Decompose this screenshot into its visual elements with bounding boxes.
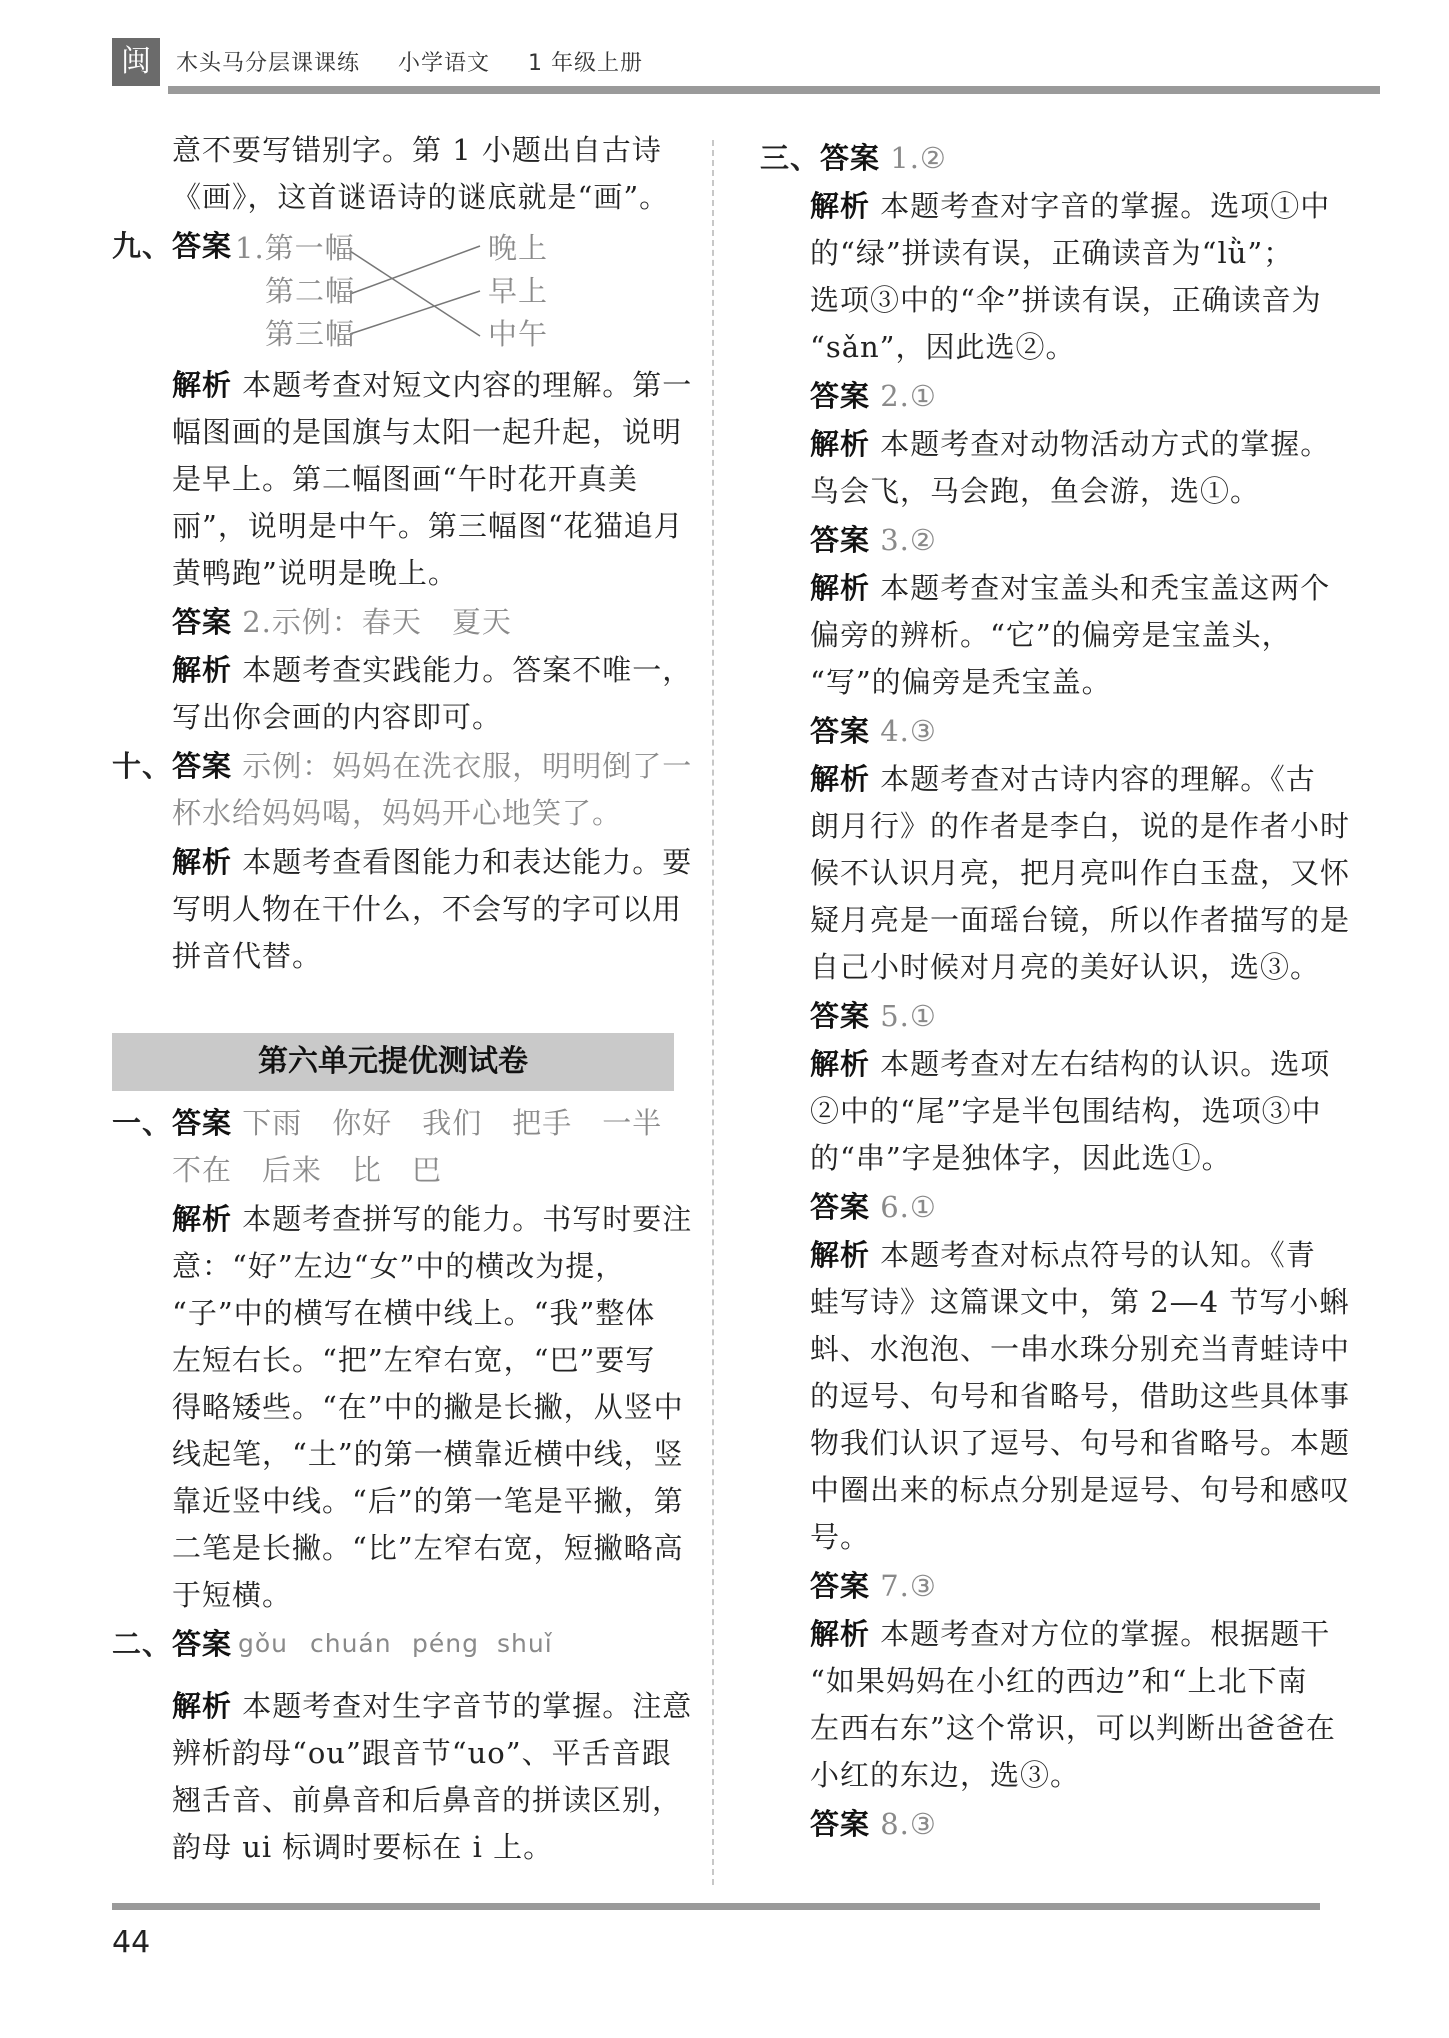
answer-line	[810, 520, 937, 560]
analysis-line: 得略矮些。“在”中的撇是长撇，从竖中	[172, 1390, 684, 1424]
analysis-line: 的“串”字是独体字，因此选①。	[810, 1141, 1232, 1175]
answer-line	[810, 1804, 937, 1844]
question-number: 九、	[112, 229, 173, 263]
answer-tag: 答案	[810, 379, 871, 413]
analysis-line: 辨析韵母“ou”跟音节“uo”、平舌音跟	[172, 1736, 672, 1770]
analysis-tag: 解析	[172, 845, 233, 879]
answer-value: 5.①	[880, 999, 937, 1033]
answer-tag: 答案	[810, 1190, 871, 1224]
match-left-item: 第三幅	[265, 317, 356, 351]
answer-value: 杯水给妈妈喝，妈妈开心地笑了。	[172, 796, 623, 830]
analysis-line: 的“绿”拼读有误，正确读音为“lǜ”；	[810, 236, 1294, 270]
analysis-line: 解析 本题考查对生字音节的掌握。注意	[172, 1689, 693, 1723]
analysis-tag: 解析	[810, 762, 871, 796]
answer-tag: 答案	[172, 605, 233, 639]
analysis-tag: 解析	[810, 1047, 871, 1081]
question-1	[112, 1103, 662, 1143]
analysis-line: 偏旁的辨析。“它”的偏旁是宝盖头，	[810, 618, 1292, 652]
analysis-line: 是早上。第二幅图画“午时花开真美	[172, 462, 638, 496]
book-title: 木头马分层课课练	[176, 51, 361, 76]
analysis-line: 解析 本题考查对短文内容的理解。第一	[172, 368, 693, 402]
analysis-line: 靠近竖中线。“后”的第一笔是平撇，第	[172, 1484, 684, 1518]
analysis-line: 翘舌音、前鼻音和后鼻音的拼读区别，	[172, 1783, 683, 1817]
match-left-item: 1.第一幅	[235, 231, 355, 265]
analysis-line: 解析 本题考查对字音的掌握。选项①中	[810, 189, 1331, 223]
match-left-item: 第二幅	[265, 274, 356, 308]
analysis-line: 号。	[810, 1520, 871, 1554]
analysis-tag: 解析	[172, 368, 233, 402]
analysis-line: 解析 本题考查对宝盖头和秃宝盖这两个	[810, 571, 1331, 605]
analysis-line: 解析 本题考查对标点符号的认知。《青	[810, 1238, 1316, 1272]
analysis-line: “子”中的横写在横中线上。“我”整体	[172, 1296, 656, 1330]
answer-line	[810, 1566, 937, 1606]
analysis-line: 的逗号、句号和省略号，借助这些具体事	[810, 1379, 1351, 1413]
answer-value: 4.③	[880, 714, 937, 748]
analysis-line: 解析 本题考查实践能力。答案不唯一，	[172, 653, 693, 687]
analysis-line: 幅图画的是国旗与太阳一起升起，说明	[172, 415, 683, 449]
analysis-line: 二笔是长撇。“比”左窄右宽，短撇略高	[172, 1531, 684, 1565]
subject-label: 小学语文	[398, 51, 491, 76]
analysis-line: 韵母 ui 标调时要标在 i 上。	[172, 1830, 554, 1864]
analysis-line: 自己小时候对月亮的美好认识，选③。	[810, 950, 1321, 984]
analysis-tag: 解析	[810, 1617, 871, 1651]
analysis-line: 意：“好”左边“女”中的横改为提，	[172, 1249, 626, 1283]
question-number: 十、	[112, 749, 173, 783]
analysis-tag: 解析	[810, 571, 871, 605]
analysis-line: 候不认识月亮，把月亮叫作白玉盘，又怀	[810, 856, 1351, 890]
analysis-tag: 解析	[810, 189, 871, 223]
answer-line	[810, 376, 937, 416]
answer-value: 示例：妈妈在洗衣服，明明倒了一	[242, 749, 693, 783]
analysis-line: 丽”，说明是中午。第三幅图“花猫追月	[172, 509, 684, 543]
analysis-line: 小红的东边，选③。	[810, 1758, 1081, 1792]
analysis-line: “如果妈妈在小红的西边”和“上北下南	[810, 1664, 1308, 1698]
analysis-line: 中圈出来的标点分别是逗号、句号和感叹	[810, 1473, 1351, 1507]
continued-text: 《画》，这首谜语诗的谜底就是“画”。	[172, 180, 670, 214]
answer-line	[810, 996, 937, 1036]
match-right-item: 早上	[488, 274, 549, 308]
pinyin-answer: shuǐ	[497, 1629, 553, 1658]
analysis-line: 解析 本题考查对方位的掌握。根据题干	[810, 1617, 1331, 1651]
analysis-line: 黄鸭跑”说明是晚上。	[172, 556, 458, 590]
analysis-line: 于短横。	[172, 1578, 293, 1612]
publisher-logo: 闽	[112, 38, 160, 86]
analysis-line: 物我们认识了逗号、句号和省略号。本题	[810, 1426, 1351, 1460]
question-3	[760, 138, 947, 178]
answer-value: 7.③	[880, 1569, 937, 1603]
analysis-line: 左短右长。“把”左窄右宽，“巴”要写	[172, 1343, 656, 1377]
analysis-line: 写出你会画的内容即可。	[172, 700, 503, 734]
analysis-tag: 解析	[810, 1238, 871, 1272]
answer-value: 下雨 你好 我们 把手 一半	[242, 1106, 663, 1140]
page-header	[112, 38, 1320, 90]
answer-tag: 答案	[172, 1106, 233, 1140]
analysis-line: 选项③中的“伞”拼读有误，正确读音为	[810, 283, 1322, 317]
header-rule	[168, 86, 1380, 94]
answer-line	[810, 711, 937, 751]
answer-value: 6.①	[880, 1190, 937, 1224]
page-number: 44	[112, 1925, 151, 1960]
answer-line	[172, 602, 512, 642]
analysis-line: 朗月行》的作者是李白，说的是作者小时	[810, 809, 1351, 843]
section-title: 第六单元提优测试卷	[112, 1033, 674, 1091]
answer-tag: 答案	[172, 1627, 233, 1661]
analysis-line: 解析 本题考查拼写的能力。书写时要注	[172, 1202, 693, 1236]
analysis-tag: 解析	[172, 653, 233, 687]
analysis-line: 左西右东”这个常识，可以判断出爸爸在	[810, 1711, 1336, 1745]
answer-tag: 答案	[810, 999, 871, 1033]
analysis-line: 解析 本题考查对古诗内容的理解。《古	[810, 762, 1316, 796]
footer-rule	[112, 1903, 1320, 1910]
analysis-line: 蚪、水泡泡、一串水珠分别充当青蛙诗中	[810, 1332, 1351, 1366]
analysis-line: 鸟会飞，马会跑，鱼会游，选①。	[810, 474, 1261, 508]
answer-tag: 答案	[810, 523, 871, 557]
analysis-tag: 解析	[172, 1202, 233, 1236]
answer-value: 2.①	[880, 379, 937, 413]
answer-value: 1.②	[890, 141, 947, 175]
analysis-line: 线起笔，“土”的第一横靠近横中线，竖	[172, 1437, 684, 1471]
column-divider	[712, 140, 714, 1885]
continued-text: 意不要写错别字。第 1 小题出自古诗	[172, 133, 662, 167]
analysis-line: 蛙写诗》这篇课文中，第 2—4 节写小蝌	[810, 1285, 1350, 1319]
analysis-line: 解析 本题考查对左右结构的认识。选项	[810, 1047, 1331, 1081]
answer-value: 不在 后来 比 巴	[172, 1153, 443, 1187]
answer-tag: 答案	[172, 749, 233, 783]
answer-tag: 答案	[172, 229, 233, 263]
analysis-line: 解析 本题考查看图能力和表达能力。要	[172, 845, 693, 879]
answer-tag: 答案	[820, 141, 881, 175]
answer-value: 8.③	[880, 1807, 937, 1841]
match-right-item: 晚上	[488, 231, 549, 265]
pinyin-answer: gǒu	[238, 1629, 289, 1658]
analysis-tag: 解析	[810, 427, 871, 461]
answer-tag: 答案	[810, 1807, 871, 1841]
analysis-line: ②中的“尾”字是半包围结构，选项③中	[810, 1094, 1322, 1128]
answer-tag: 答案	[810, 714, 871, 748]
answer-tag: 答案	[810, 1569, 871, 1603]
header-title	[176, 46, 673, 77]
pinyin-answer: péng	[412, 1629, 479, 1658]
question-10	[112, 746, 692, 786]
question-number: 二、	[112, 1627, 173, 1661]
analysis-line: 拼音代替。	[172, 939, 323, 973]
question-9	[112, 226, 232, 266]
grade-label: 1 年级上册	[528, 51, 644, 76]
pinyin-answer: chuán	[310, 1629, 392, 1658]
analysis-line: 写明人物在干什么，不会写的字可以用	[172, 892, 683, 926]
question-number: 一、	[112, 1106, 173, 1140]
question-number: 三、	[760, 141, 821, 175]
analysis-line: “写”的偏旁是秃宝盖。	[810, 665, 1112, 699]
matching-diagram	[235, 226, 565, 356]
question-2	[112, 1624, 232, 1664]
analysis-line: “sǎn”，因此选②。	[810, 330, 1076, 364]
answer-value: 2.示例：春天 夏天	[242, 605, 512, 639]
analysis-line: 疑月亮是一面瑶台镜，所以作者描写的是	[810, 903, 1351, 937]
match-right-item: 中午	[488, 317, 549, 351]
analysis-line: 解析 本题考查对动物活动方式的掌握。	[810, 427, 1331, 461]
analysis-tag: 解析	[172, 1689, 233, 1723]
answer-line	[810, 1187, 937, 1227]
answer-value: 3.②	[880, 523, 937, 557]
